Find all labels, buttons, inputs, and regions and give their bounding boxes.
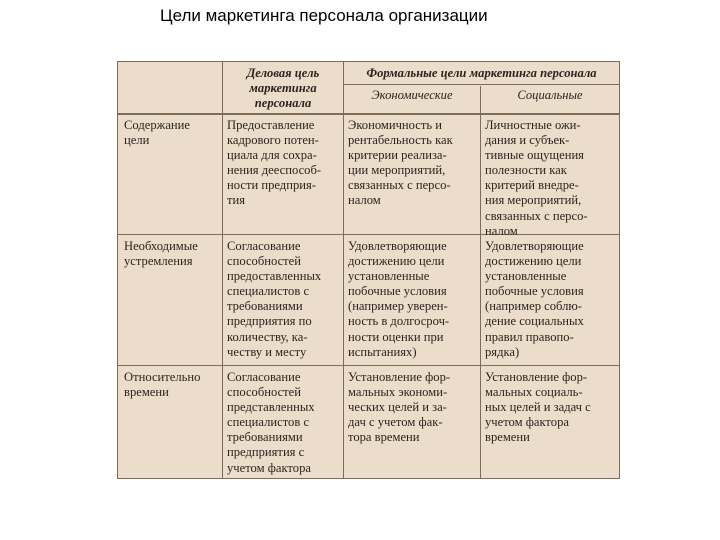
slide-title: Цели маркетинга персонала организации [160,6,488,25]
row-divider [118,365,619,366]
header-economic: Экономические [371,88,453,102]
column-divider [222,62,223,478]
economic-goal-cell: Установление фор- мальных экономи- ческих целей и за- дач с учетом фак- тора времени [348,370,451,445]
social-goal-cell: Удовлетворяющие достижению цели установленные побочные условия (например соблю- дение социальных правил правопо- рядка) [485,239,584,359]
economic-goal-cell: Экономичность и рентабельность как критерии реализа- ции мероприятий, связанных с персо- налом [348,118,453,208]
row-label: Содержание цели [124,118,190,148]
column-divider [343,62,344,478]
business-goal-cell: Предоставление кадрового потен- циала для сохра- нения дееспособ- ности предприя- тия [227,118,322,208]
social-goal-cell: Личностные ожи- дания и субъек- тивные ощущения полезности как критерий внедре- ния мероприятий, связанных с персо- налом [485,118,588,238]
business-goal-cell: Согласование способностей предоставленных специалистов с требованиями предприятия по количеству, ка- честву и месту [227,239,322,359]
header-formal-goals: Формальные цели маркетинга персонала [366,66,597,80]
header-business-goal: Деловая цель маркетинга персонала [246,66,320,111]
social-goal-cell: Установление фор- мальных социаль- ных целей и задач с учетом фактора времени [485,370,591,445]
row-label: Необходимые устремления [124,239,198,269]
economic-goal-cell: Удовлетворяющие достижению цели установленные побочные условия (например уверен- ность в долгосроч- ности оценки при испытаниях) [348,239,450,359]
business-goal-cell: Согласование способностей представленных специалистов с требованиями предприятия с учетом фактора [227,370,315,475]
header-subdivider [344,84,619,85]
header-divider [118,113,619,115]
goals-table [117,61,620,479]
column-divider [480,86,481,478]
row-label: Относительно времени [124,370,201,400]
header-social: Социальные [517,88,583,102]
